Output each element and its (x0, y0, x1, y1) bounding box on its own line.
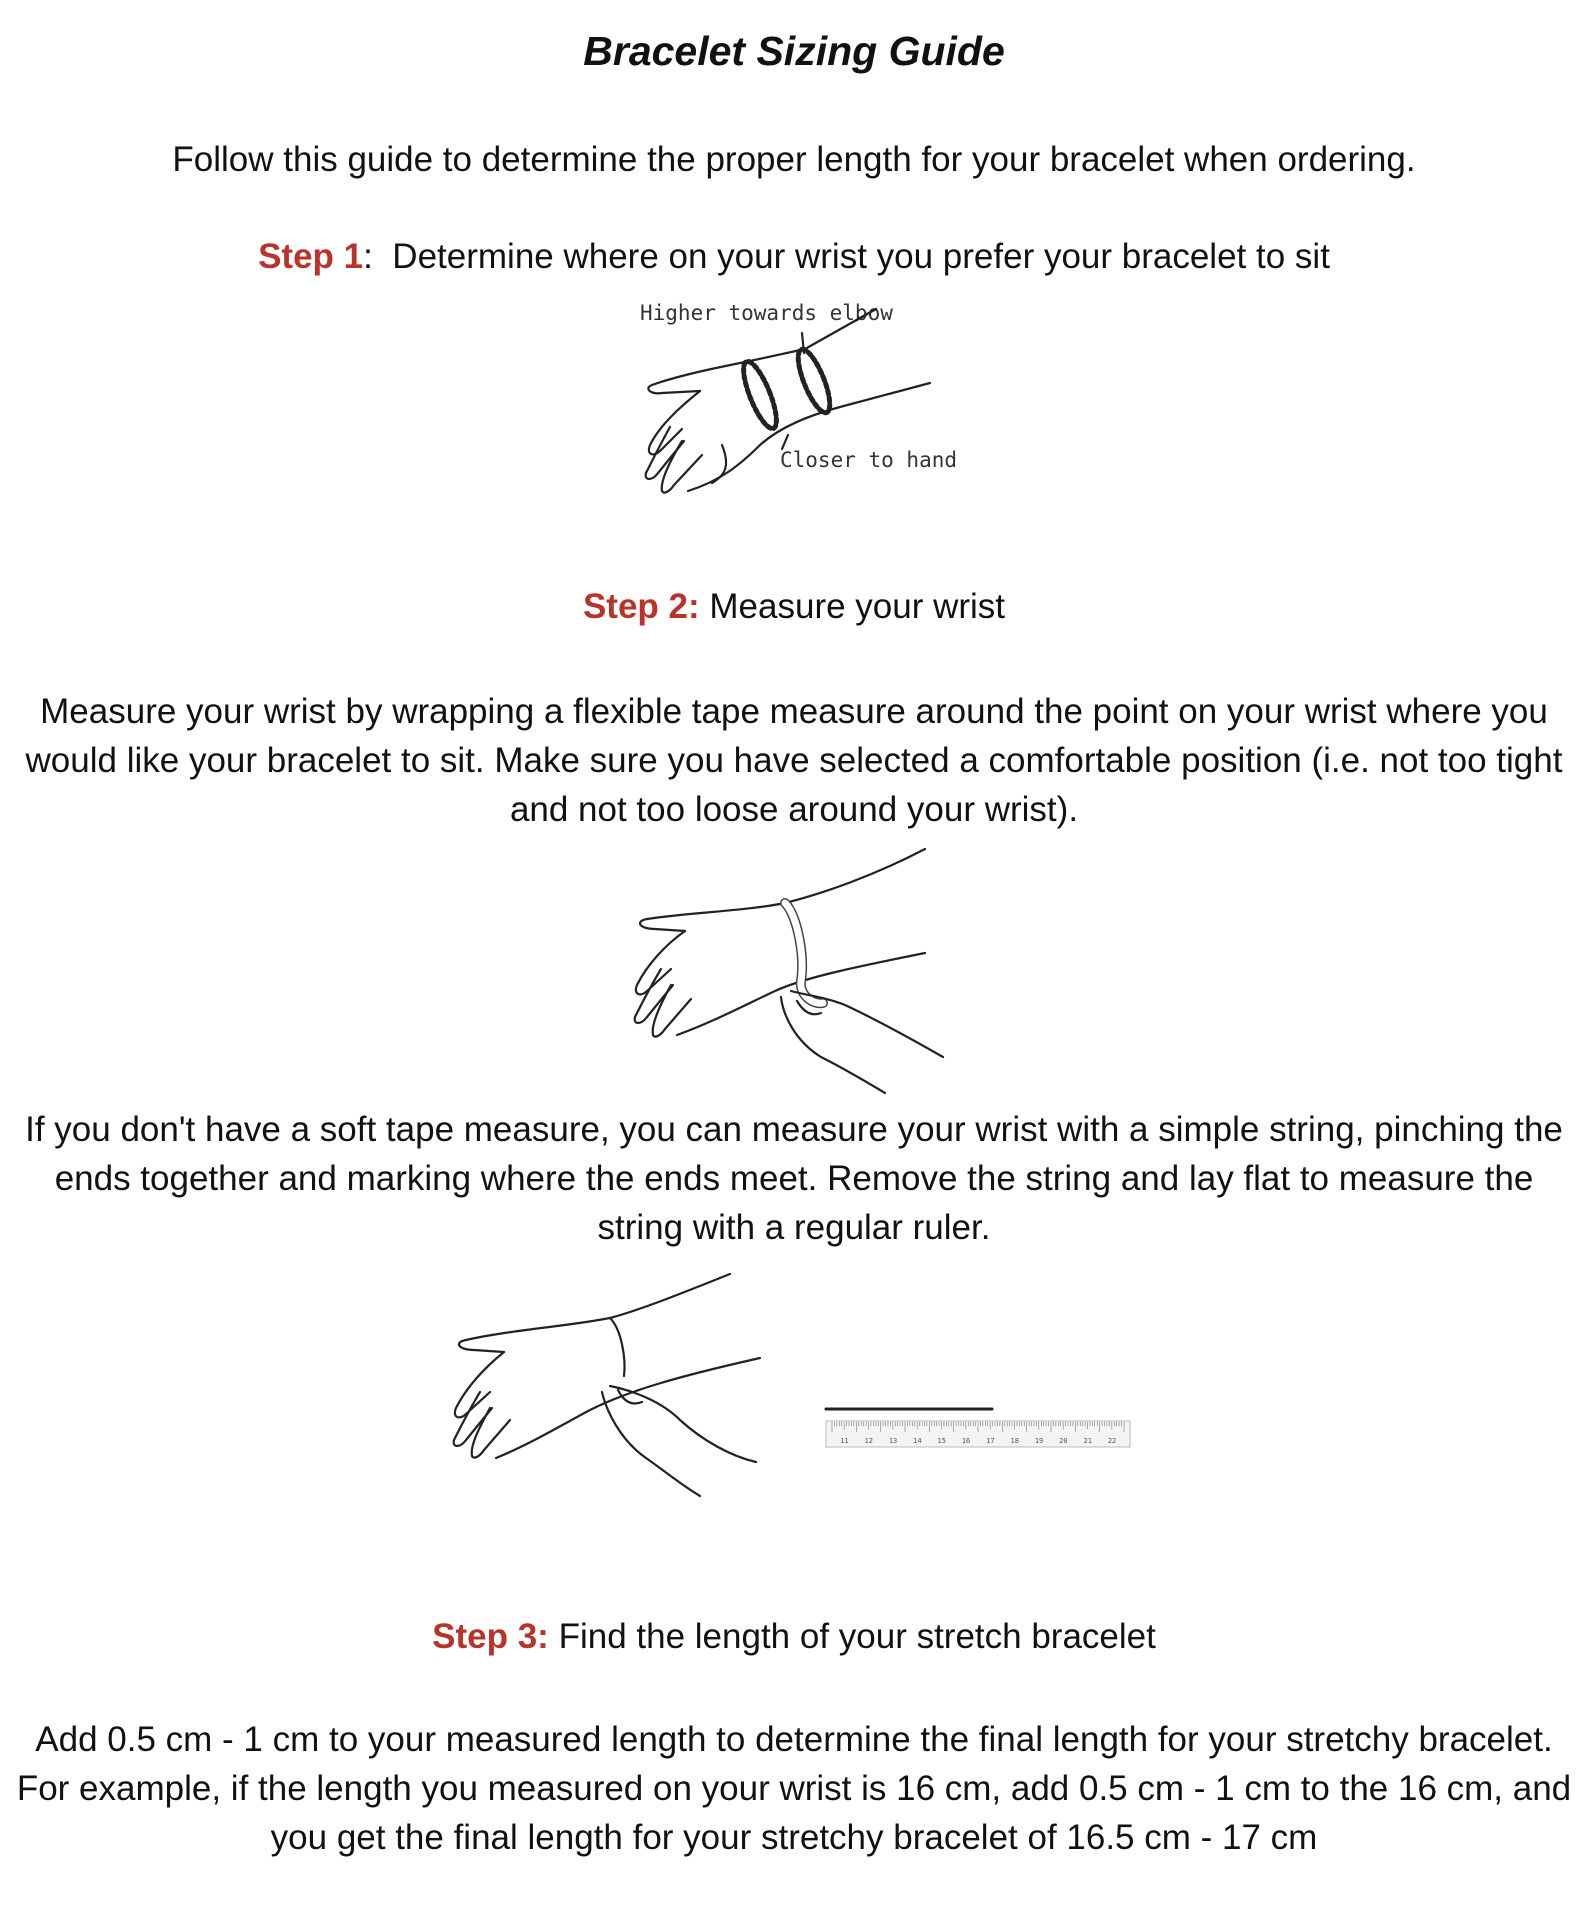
ruler-tick-label: 14 (913, 1437, 922, 1445)
ruler-tick-label: 19 (1034, 1437, 1044, 1445)
pointer-line-low (782, 435, 788, 449)
step-1-heading (0, 237, 1588, 277)
step-2-label: Step 2: (582, 587, 700, 626)
ruler-tick-label: 20 (1059, 1437, 1068, 1445)
ruler-tick-label: 18 (1010, 1437, 1019, 1445)
step-3-label: Step 3: (432, 1617, 549, 1656)
finger-1 (636, 931, 685, 994)
step-2-text: Measure your wrist (709, 587, 1006, 626)
ruler-tick-label: 12 (864, 1437, 873, 1445)
ruler-tick-label: 22 (1107, 1437, 1117, 1445)
step-3-text: Find the length of your stretch bracelet (558, 1617, 1156, 1656)
arm-top-outline (640, 849, 925, 931)
tape-measure-illustration (625, 845, 970, 1095)
string-method-paragraph: If you don't have a soft tape measure, you can measure your wrist with a simple string, pinching the ends together and marking where the ends meet. Remove the string and lay flat to measure the string with a regular ruler. (25, 1110, 1563, 1247)
stretch-length-paragraph: Add 0.5 cm - 1 cm to your measured length to determine the final length for your stretchy bracelet. For example, if the length you measured on your wrist is 16 cm, add 0.5 cm - 1 cm to the 16 cm, and you get the final length for your stretchy bracelet of 16.5 cm - 17 cm (16, 1720, 1572, 1857)
tape-measure-inner (785, 903, 823, 1003)
step-1-text: Determine where on your wrist you prefer your bracelet to sit (392, 237, 1330, 276)
string-and-ruler-illustration (822, 1395, 1134, 1455)
helping-hand-top (610, 1386, 756, 1462)
label-closer-to-hand: Closer to hand (780, 448, 958, 472)
thumb (712, 445, 726, 483)
bracelet-closer (737, 358, 783, 432)
page-title: Bracelet Sizing Guide (583, 28, 1005, 74)
ruler-tick-label: 16 (961, 1437, 971, 1445)
step-3-heading (0, 1617, 1588, 1657)
step-1-label: Step 1 (258, 237, 364, 276)
measure-wrist-paragraph: Measure your wrist by wrapping a flexible tape measure around the point on your wrist where you would like your bracelet to sit. Make sure you have selected a comfortable position (i.e. not too tight and not too loose around your wrist). (25, 692, 1563, 829)
hand-top (648, 361, 750, 393)
bracelet-higher (792, 346, 836, 417)
arm-top-outline (459, 1274, 730, 1352)
intro-text: Follow this guide to determine the proper length for your bracelet when ordering. (172, 140, 1416, 179)
finger-3 (472, 1408, 510, 1458)
helping-hand-bottom (781, 997, 885, 1093)
string-measure-illustration (440, 1270, 770, 1500)
string-on-wrist (610, 1318, 624, 1376)
ruler-tick-label: 13 (888, 1437, 898, 1445)
finger-3 (662, 441, 702, 493)
wrist-position-illustration (630, 295, 960, 505)
finger-1 (455, 1352, 504, 1417)
ruler-tick-label: 15 (937, 1437, 946, 1445)
helping-hand-bottom (602, 1392, 700, 1496)
ruler-tick-label: 21 (1083, 1437, 1092, 1445)
ruler-tick-label: 17 (986, 1437, 995, 1445)
step-2-heading (0, 587, 1588, 627)
step-1-separator: : (363, 237, 373, 276)
finger-1 (649, 391, 700, 454)
label-higher-towards-elbow: Higher towards elbow (640, 301, 893, 325)
ruler-tick-label: 11 (840, 1437, 849, 1445)
finger-3 (653, 985, 691, 1037)
